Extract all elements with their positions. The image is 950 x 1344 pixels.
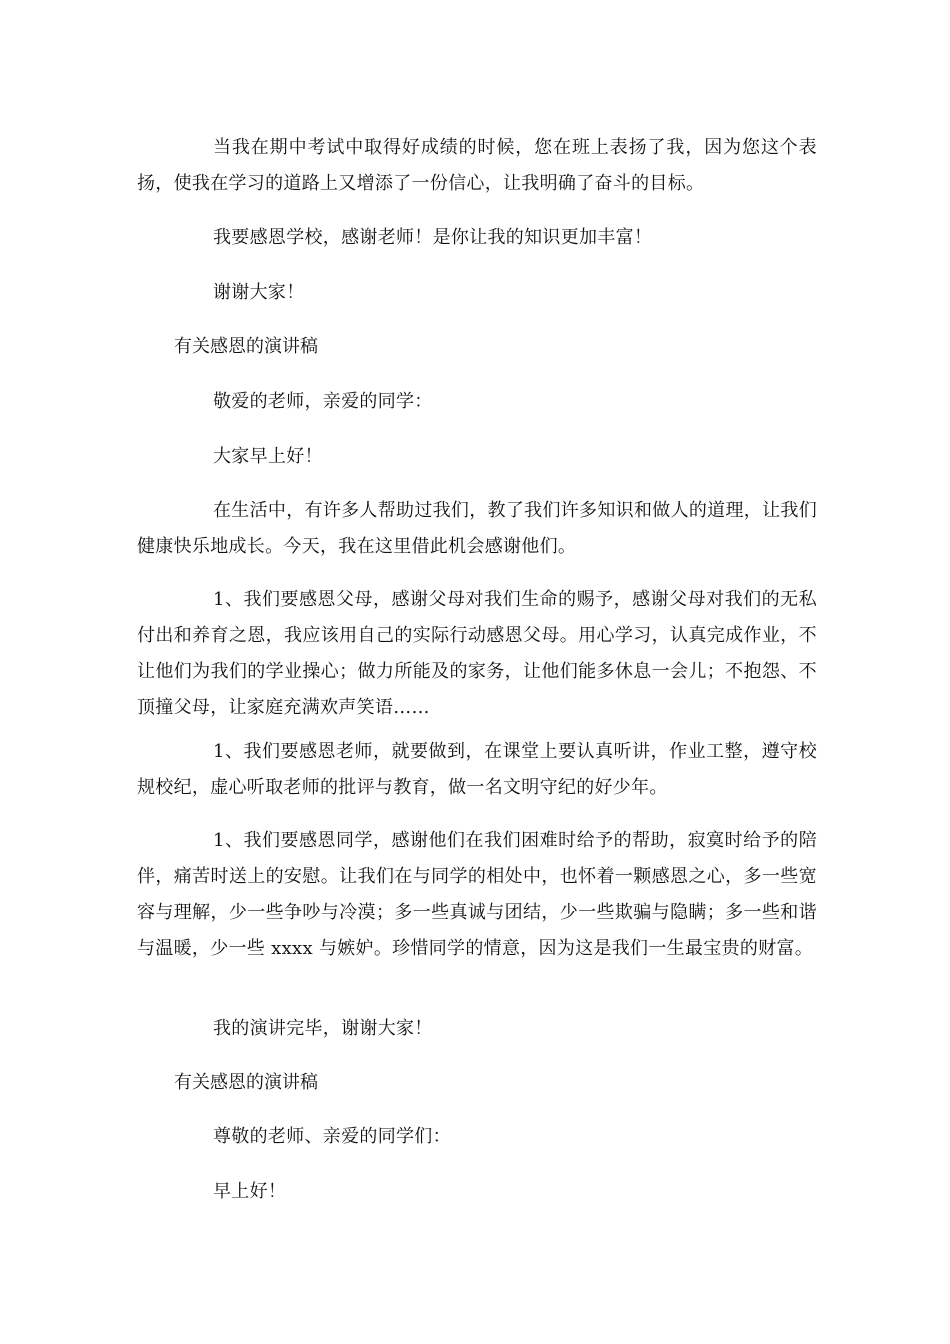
paragraph-closing: 我的演讲完毕，谢谢大家！: [213, 1018, 433, 1039]
section-heading-1: 有关感恩的演讲稿: [174, 336, 318, 357]
paragraph-praise: 当我在期中考试中取得好成绩的时候，您在班上表扬了我，因为您这个表扬，使我在学习的道路上又增添了一份信心，让我明确了奋斗的目标。: [137, 137, 817, 194]
paragraph-thanks-all: 谢谢大家！: [213, 282, 305, 303]
paragraph-parents: 1、我们要感恩父母，感谢父母对我们生命的赐予，感谢父母对我们的无私付出和养育之恩，我应该用自己的实际行动感恩父母。用心学习，认真完成作业，不让他们为我们的学业操心；做力所能及的家务，让他们能多休息一会儿；不抱怨、不顶撞父母，让家庭充满欢声笑语……: [137, 589, 817, 718]
paragraph-intro: 在生活中，有许多人帮助过我们，教了我们许多知识和做人的道理，让我们健康快乐地成长。今天，我在这里借此机会感谢他们。: [137, 500, 817, 557]
paragraph-greeting-2: 早上好！: [213, 1181, 287, 1202]
paragraph-thank-school: 我要感恩学校，感谢老师！是你让我的知识更加丰富！: [213, 227, 653, 248]
section-heading-2: 有关感恩的演讲稿: [174, 1072, 318, 1093]
paragraph-salutation-2: 尊敬的老师、亲爱的同学们：: [213, 1126, 451, 1147]
paragraph-classmates: 1、我们要感恩同学，感谢他们在我们困难时给予的帮助，寂寞时给予的陪伴，痛苦时送上的安慰。让我们在与同学的相处中，也怀着一颗感恩之心，多一些宽容与理解，少一些争吵与冷漠；多一些真诚与团结，少一些欺骗与隐瞒；多一些和谐与温暖，少一些 xxxx 与嫉妒。珍惜同学的情意，因为这是我们一生最宝贵的财富。: [137, 830, 817, 959]
paragraph-greeting-1: 大家早上好！: [213, 446, 323, 467]
paragraph-teachers: 1、我们要感恩老师，就要做到，在课堂上要认真听讲，作业工整，遵守校规校纪，虚心听取老师的批评与教育，做一名文明守纪的好少年。: [137, 741, 817, 798]
paragraph-salutation-1: 敬爱的老师，亲爱的同学：: [213, 391, 433, 412]
